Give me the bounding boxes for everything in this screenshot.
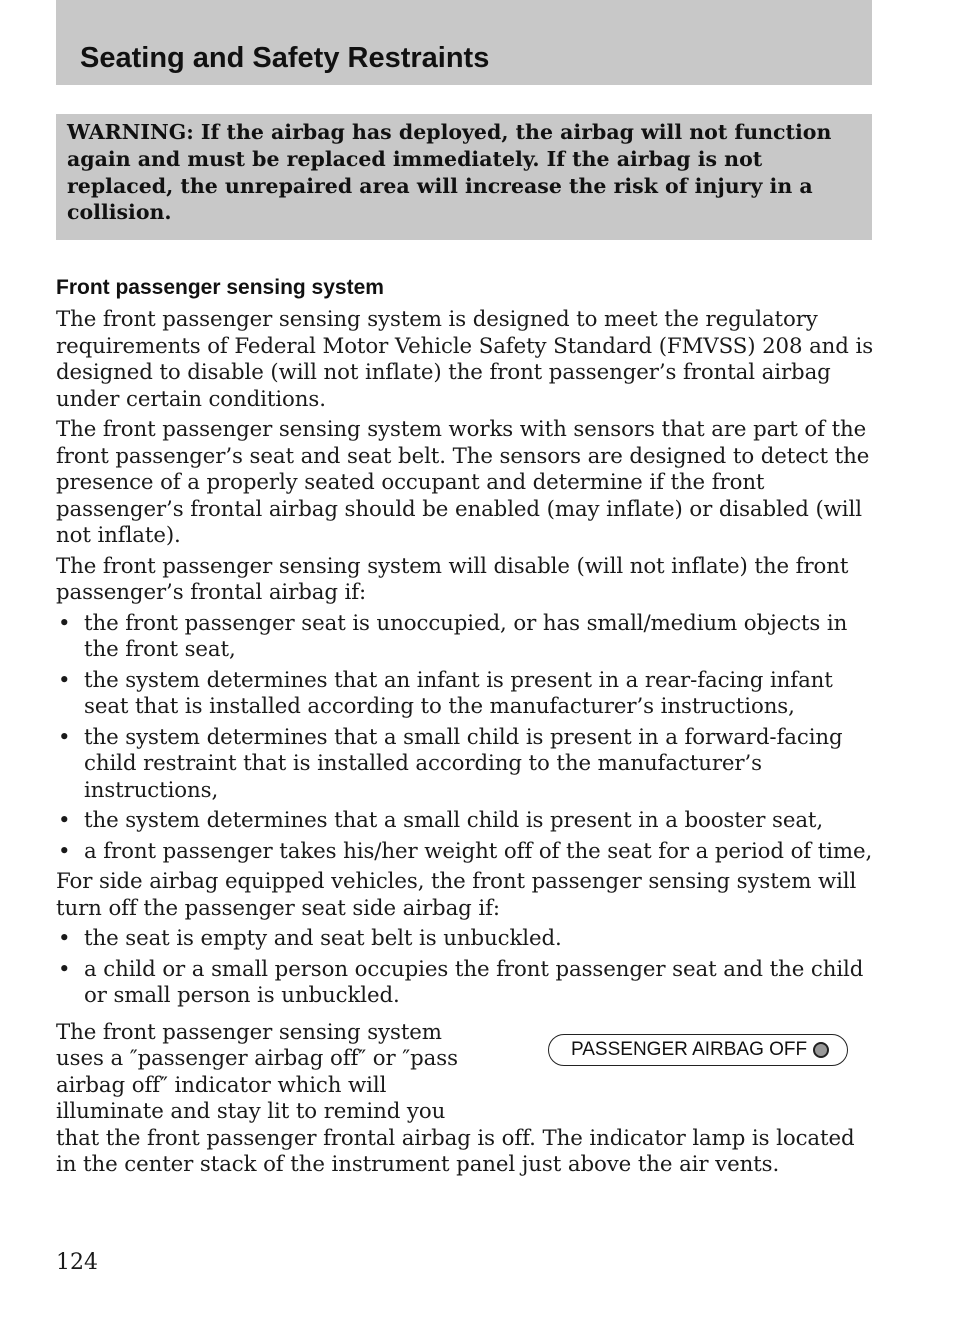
side-airbag-conditions-list <box>56 926 876 1010</box>
indicator-figure <box>476 1020 876 1116</box>
paragraph: The front passenger sensing system works with sensors that are part of the front passenger’s seat and seat belt. The sensors are designed to detect the presence of a properly seated occupant and determine if the front passenger’s frontal airbag should be enabled (may inflate) or disabled (will not inflate). <box>56 417 870 548</box>
list-item <box>56 668 876 721</box>
bullet-icon: • <box>58 610 71 636</box>
passenger-airbag-off-indicator <box>548 1034 848 1066</box>
list-item <box>56 725 876 805</box>
frontal-airbag-conditions-list <box>56 611 876 866</box>
bullet-icon: • <box>58 724 71 750</box>
indicator-lamp-icon <box>813 1042 829 1058</box>
warning-text: WARNING: If the airbag has deployed, the airbag will not function again and must be replaced immediately. If the airbag is not replaced, the unrepaired area will increase the risk of injury in a collision. <box>67 120 832 225</box>
list-item <box>56 808 876 835</box>
paragraph: The front passenger sensing system is designed to meet the regulatory requirements of Federal Motor Vehicle Safety Standard (FMVSS) 208 and is designed to disable (will not inflate) the front passenger’s frontal airbag under certain conditions. <box>56 307 874 412</box>
list-item-text: the system determines that an infant is present in a rear-facing infant seat that is installed according to the manufacturer’s instructions, <box>84 667 833 719</box>
bullet-icon: • <box>58 838 71 864</box>
bullet-icon: • <box>58 808 71 833</box>
list-item-text: the seat is empty and seat belt is unbuckled. <box>84 926 562 951</box>
section-title: Front passenger sensing system <box>56 276 384 299</box>
list-item <box>56 957 876 1010</box>
main-content <box>56 271 876 1183</box>
bullet-icon: • <box>58 956 71 982</box>
page-number: 124 <box>56 1250 98 1275</box>
list-item <box>56 611 876 664</box>
bullet-icon: • <box>58 667 71 693</box>
list-item <box>56 926 876 953</box>
indicator-label: PASSENGER AIRBAG OFF <box>571 1038 808 1060</box>
indicator-section <box>56 1020 876 1179</box>
list-item <box>56 839 876 866</box>
list-item-text: a front passenger takes his/her weight off of the seat for a period of time, <box>84 838 873 864</box>
list-item-text: the front passenger seat is unoccupied, or has small/medium objects in the front seat, <box>84 610 848 662</box>
indicator-paragraph: The front passenger sensing system uses a ″passenger airbag off″ or ″pass airbag off″ indicator which will illuminate and stay lit to remind you that the front passenger frontal airbag is off. The indicator lamp is located in the center stack of the instrument panel just above the air vents. <box>56 1019 855 1177</box>
bullet-icon: • <box>58 926 71 951</box>
side-airbag-intro: For side airbag equipped vehicles, the front passenger sensing system will turn off the passenger seat side airbag if: <box>56 869 857 921</box>
warning-box <box>56 114 872 240</box>
paragraph: The front passenger sensing system will disable (will not inflate) the front passenger’s frontal airbag if: <box>56 553 849 605</box>
list-item-text: the system determines that a small child is present in a forward-facing child restraint that is installed according to the manufacturer’s instructions, <box>84 724 843 803</box>
page-header-title: Seating and Safety Restraints <box>80 42 490 74</box>
list-item-text: the system determines that a small child is present in a booster seat, <box>84 808 824 833</box>
list-item-text: a child or a small person occupies the front passenger seat and the child or small person is unbuckled. <box>84 956 864 1008</box>
